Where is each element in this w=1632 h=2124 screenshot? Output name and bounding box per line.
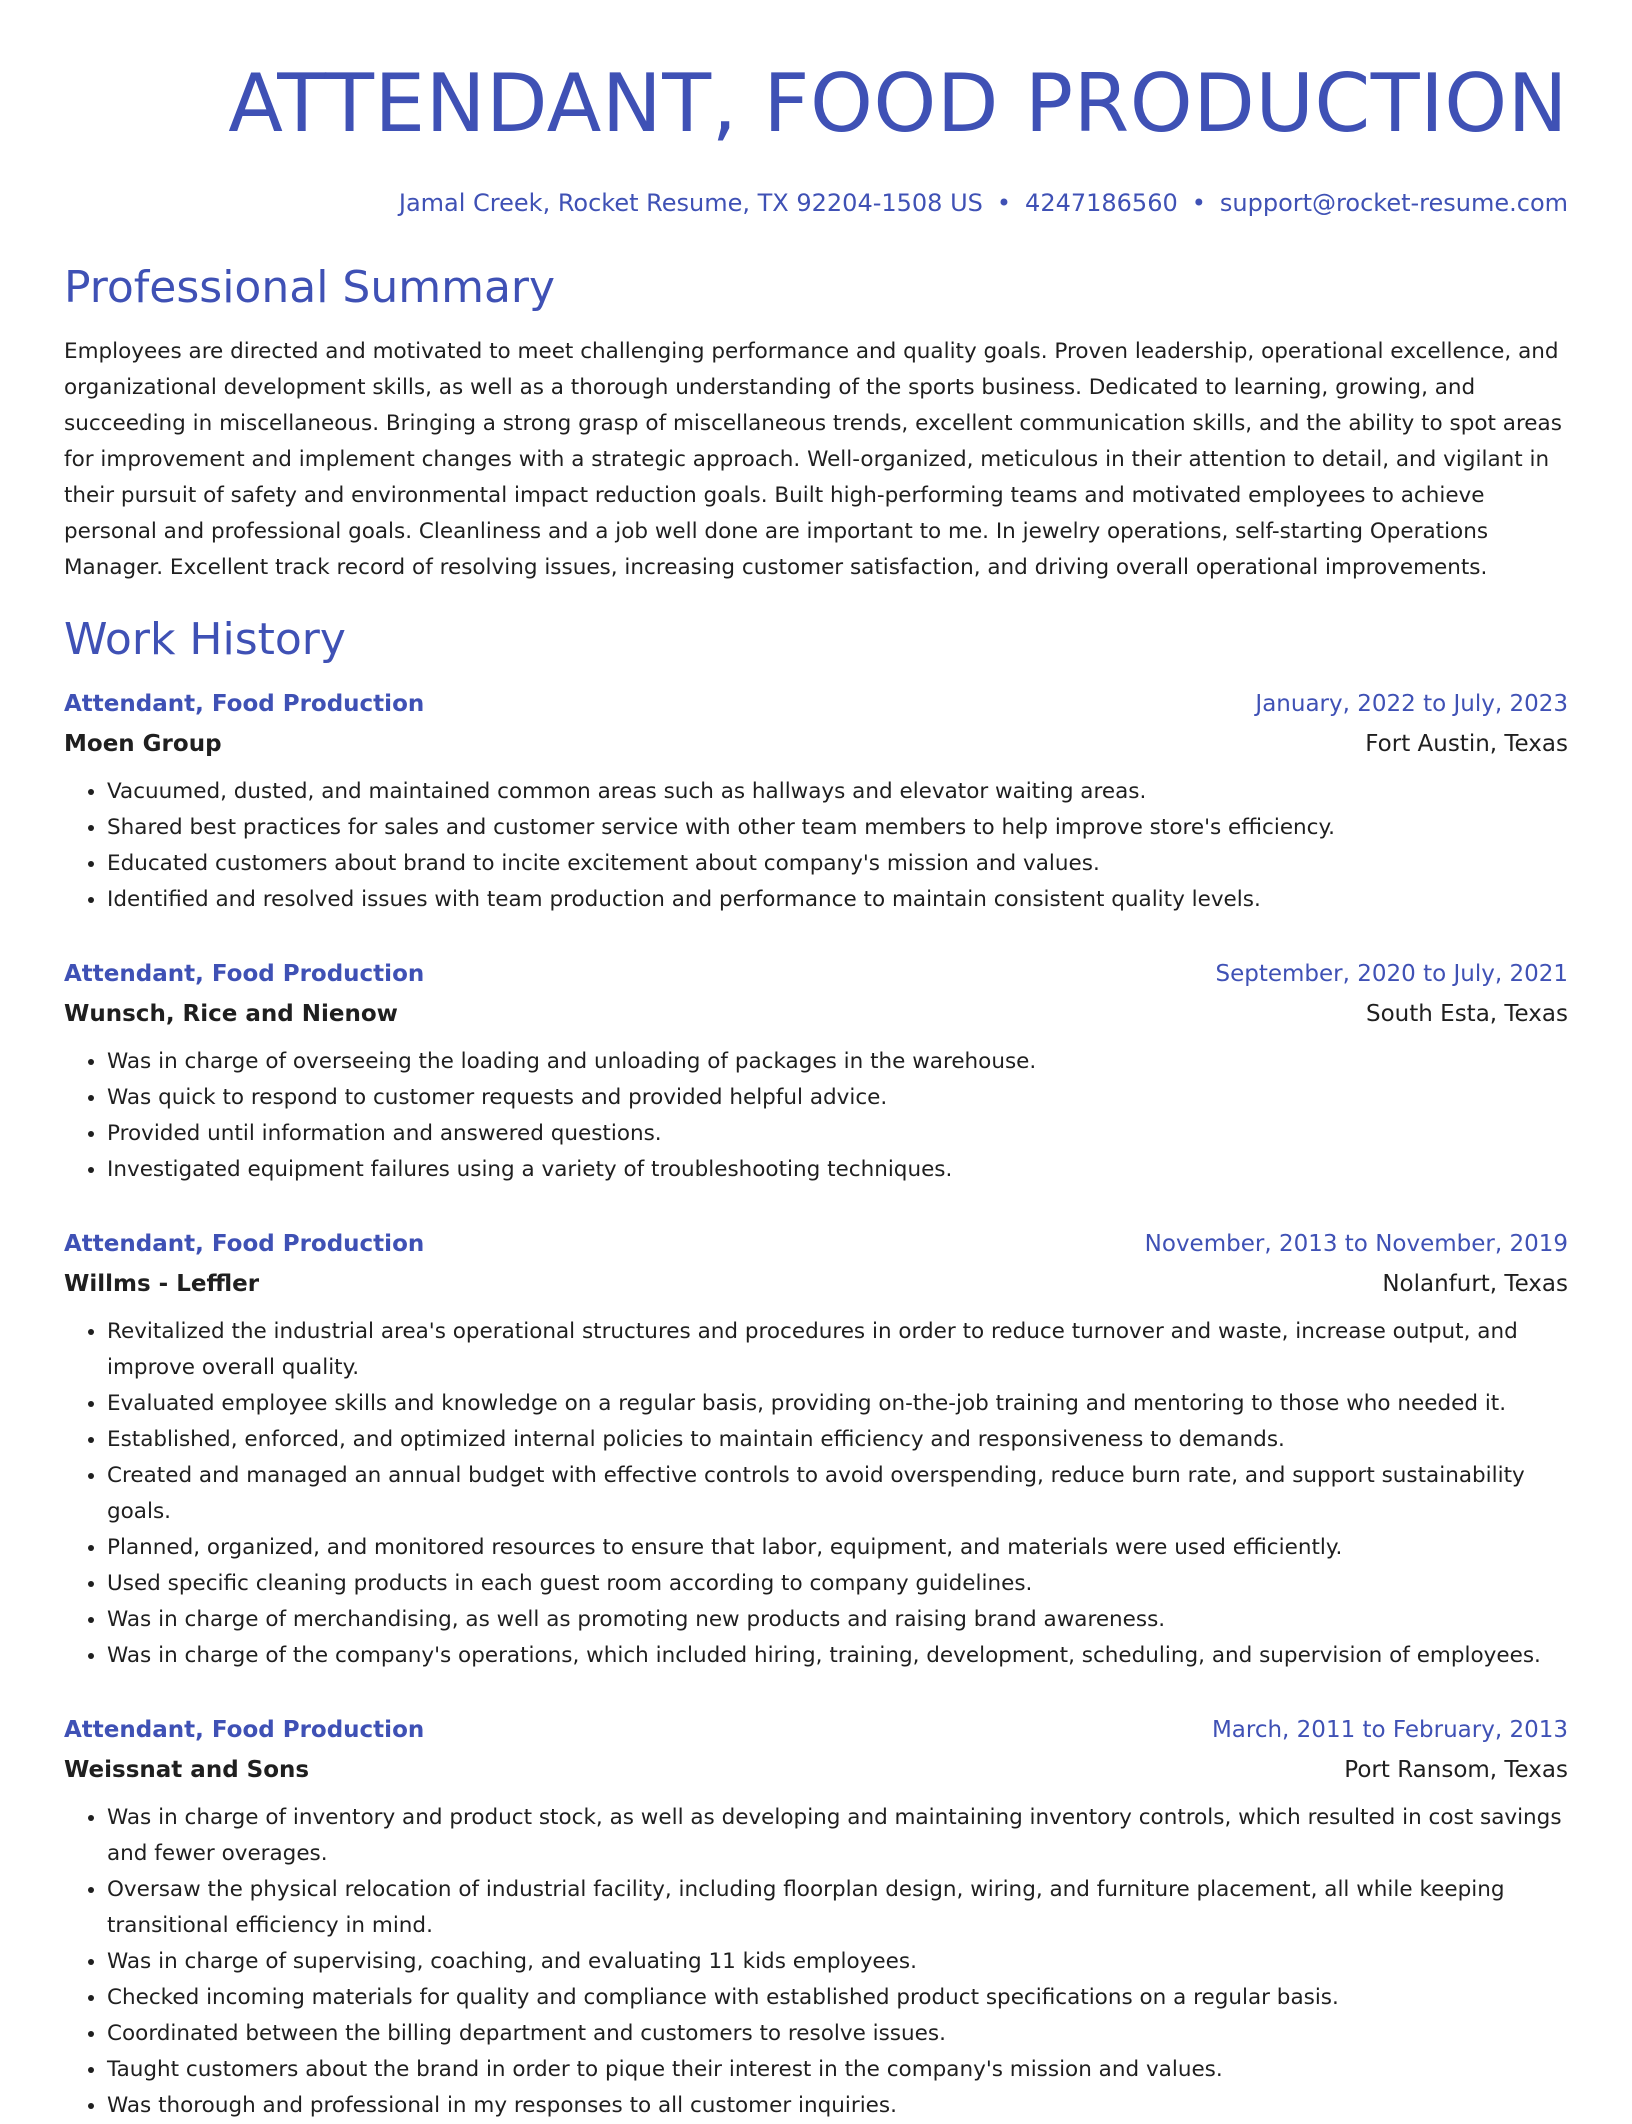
- job-bullet: • Created and managed an annual budget with effective controls to avoid overspending, reduce burn rate, and support sustainability goals.: [107, 1458, 1568, 1530]
- job-bullet: • Was in charge of supervising, coaching, and evaluating 11 kids employees.: [107, 1944, 1568, 1980]
- job-bullet: • Educated customers about brand to incite excitement about company's mission and values.: [107, 846, 1568, 882]
- job-subheader: [64, 998, 1568, 1030]
- job-bullets: [64, 1800, 1568, 2124]
- job-bullets: [64, 1314, 1568, 1674]
- job-entry: [64, 1228, 1568, 1674]
- job-location: Nolanfurt, Texas: [1382, 1271, 1568, 1297]
- job-bullet: • Was quick to respond to customer requests and provided helpful advice.: [107, 1080, 1568, 1116]
- job-bullet: • Shared best practices for sales and customer service with other team members to help improve store's efficiency.: [107, 810, 1568, 846]
- job-company: Wunsch, Rice and Nienow: [64, 1001, 398, 1027]
- job-company: Willms - Leffler: [64, 1271, 260, 1297]
- job-title: Attendant, Food Production: [64, 1717, 425, 1743]
- job-entry: [64, 958, 1568, 1188]
- job-dates: January, 2022 to July, 2023: [1255, 691, 1568, 717]
- contact-line: [64, 188, 1568, 218]
- job-company: Moen Group: [64, 731, 222, 757]
- job-bullet: • Was in charge of merchandising, as well as promoting new products and raising brand awareness.: [107, 1602, 1568, 1638]
- contact-address: Jamal Creek, Rocket Resume, TX 92204-1508 US: [398, 189, 983, 217]
- job-bullet: • Identified and resolved issues with team production and performance to maintain consistent quality levels.: [107, 882, 1568, 918]
- job-subheader: [64, 728, 1568, 760]
- job-bullet: • Coordinated between the billing department and customers to resolve issues.: [107, 2016, 1568, 2052]
- job-bullet: • Was in charge of inventory and product stock, as well as developing and maintaining inventory controls, which resulted in cost savings and fewer overages.: [107, 1800, 1568, 1872]
- job-company: Weissnat and Sons: [64, 1757, 310, 1783]
- job-bullet: • Oversaw the physical relocation of industrial facility, including floorplan design, wiring, and furniture placement, all while keeping transitional efficiency in mind.: [107, 1872, 1568, 1944]
- work-history-list: [64, 688, 1568, 2124]
- job-header: [64, 1228, 1568, 1260]
- job-entry: [64, 1714, 1568, 2124]
- job-bullet: • Revitalized the industrial area's operational structures and procedures in order to reduce turnover and waste, increase output, and improve overall quality.: [107, 1314, 1568, 1386]
- job-bullet: • Investigated equipment failures using a variety of troubleshooting techniques.: [107, 1152, 1568, 1188]
- job-dates: March, 2011 to February, 2013: [1211, 1717, 1568, 1743]
- job-title: Attendant, Food Production: [64, 691, 425, 717]
- contact-separator: •: [996, 189, 1012, 217]
- job-title: Attendant, Food Production: [64, 1231, 425, 1257]
- job-bullet: • Planned, organized, and monitored resources to ensure that labor, equipment, and materials were used efficiently.: [107, 1530, 1568, 1566]
- job-bullet: • Provided until information and answered questions.: [107, 1116, 1568, 1152]
- resume-page: [64, 56, 1568, 2124]
- job-subheader: [64, 1754, 1568, 1786]
- job-bullet: • Established, enforced, and optimized internal policies to maintain efficiency and responsiveness to demands.: [107, 1422, 1568, 1458]
- job-location: Fort Austin, Texas: [1365, 731, 1568, 757]
- contact-phone: 4247186560: [1025, 189, 1178, 217]
- resume-name-title: ATTENDANT, FOOD PRODUCTION: [228, 57, 1568, 150]
- job-location: Port Ransom, Texas: [1344, 1757, 1568, 1783]
- job-bullet: • Checked incoming materials for quality and compliance with established product specifications on a regular basis.: [107, 1980, 1568, 2016]
- job-bullet: • Was thorough and professional in my responses to all customer inquiries.: [107, 2088, 1568, 2124]
- summary-heading: Professional Summary: [64, 262, 556, 313]
- summary-text: Employees are directed and motivated to meet challenging performance and quality goals. Proven leadership, operational excellence, and organizational development skills, as well as a thorough understanding of the sports business. Dedicated to learning, growing, and succeeding in miscellaneous. Bringing a strong grasp of miscellaneous trends, excellent communication skills, and the ability to spot areas for improvement and implement changes with a strategic approach. Well-organized, meticulous in their attention to detail, and vigilant in their pursuit of safety and environmental impact reduction goals. Built high-performing teams and motivated employees to achieve personal and professional goals. Cleanliness and a job well done are important to me. In jewelry operations, self-starting Operations Manager. Excellent track record of resolving issues, increasing customer satisfaction, and driving overall operational improvements.: [64, 339, 1562, 580]
- job-bullet: • Used specific cleaning products in each guest room according to company guidelines.: [107, 1566, 1568, 1602]
- job-dates: November, 2013 to November, 2019: [1144, 1231, 1568, 1257]
- contact-separator: •: [1191, 189, 1206, 217]
- job-header: [64, 1714, 1568, 1746]
- job-bullets: [64, 774, 1568, 918]
- job-subheader: [64, 1268, 1568, 1300]
- job-dates: September, 2020 to July, 2021: [1215, 961, 1568, 987]
- job-header: [64, 958, 1568, 990]
- job-header: [64, 688, 1568, 720]
- job-location: South Esta, Texas: [1366, 1001, 1568, 1027]
- job-entry: [64, 688, 1568, 918]
- job-bullets: [64, 1044, 1568, 1188]
- job-bullet: • Taught customers about the brand in order to pique their interest in the company's mission and values.: [107, 2052, 1568, 2088]
- job-bullet: • Was in charge of overseeing the loading and unloading of packages in the warehouse.: [107, 1044, 1568, 1080]
- contact-email: support@rocket-resume.com: [1219, 189, 1568, 217]
- job-bullet: • Was in charge of the company's operations, which included hiring, training, development, scheduling, and supervision of employees.: [107, 1638, 1568, 1674]
- work-history-heading: Work History: [64, 614, 346, 665]
- job-bullet: • Vacuumed, dusted, and maintained common areas such as hallways and elevator waiting areas.: [107, 774, 1568, 810]
- job-title: Attendant, Food Production: [64, 961, 425, 987]
- job-bullet: • Evaluated employee skills and knowledge on a regular basis, providing on-the-job training and mentoring to those who needed it.: [107, 1386, 1568, 1422]
